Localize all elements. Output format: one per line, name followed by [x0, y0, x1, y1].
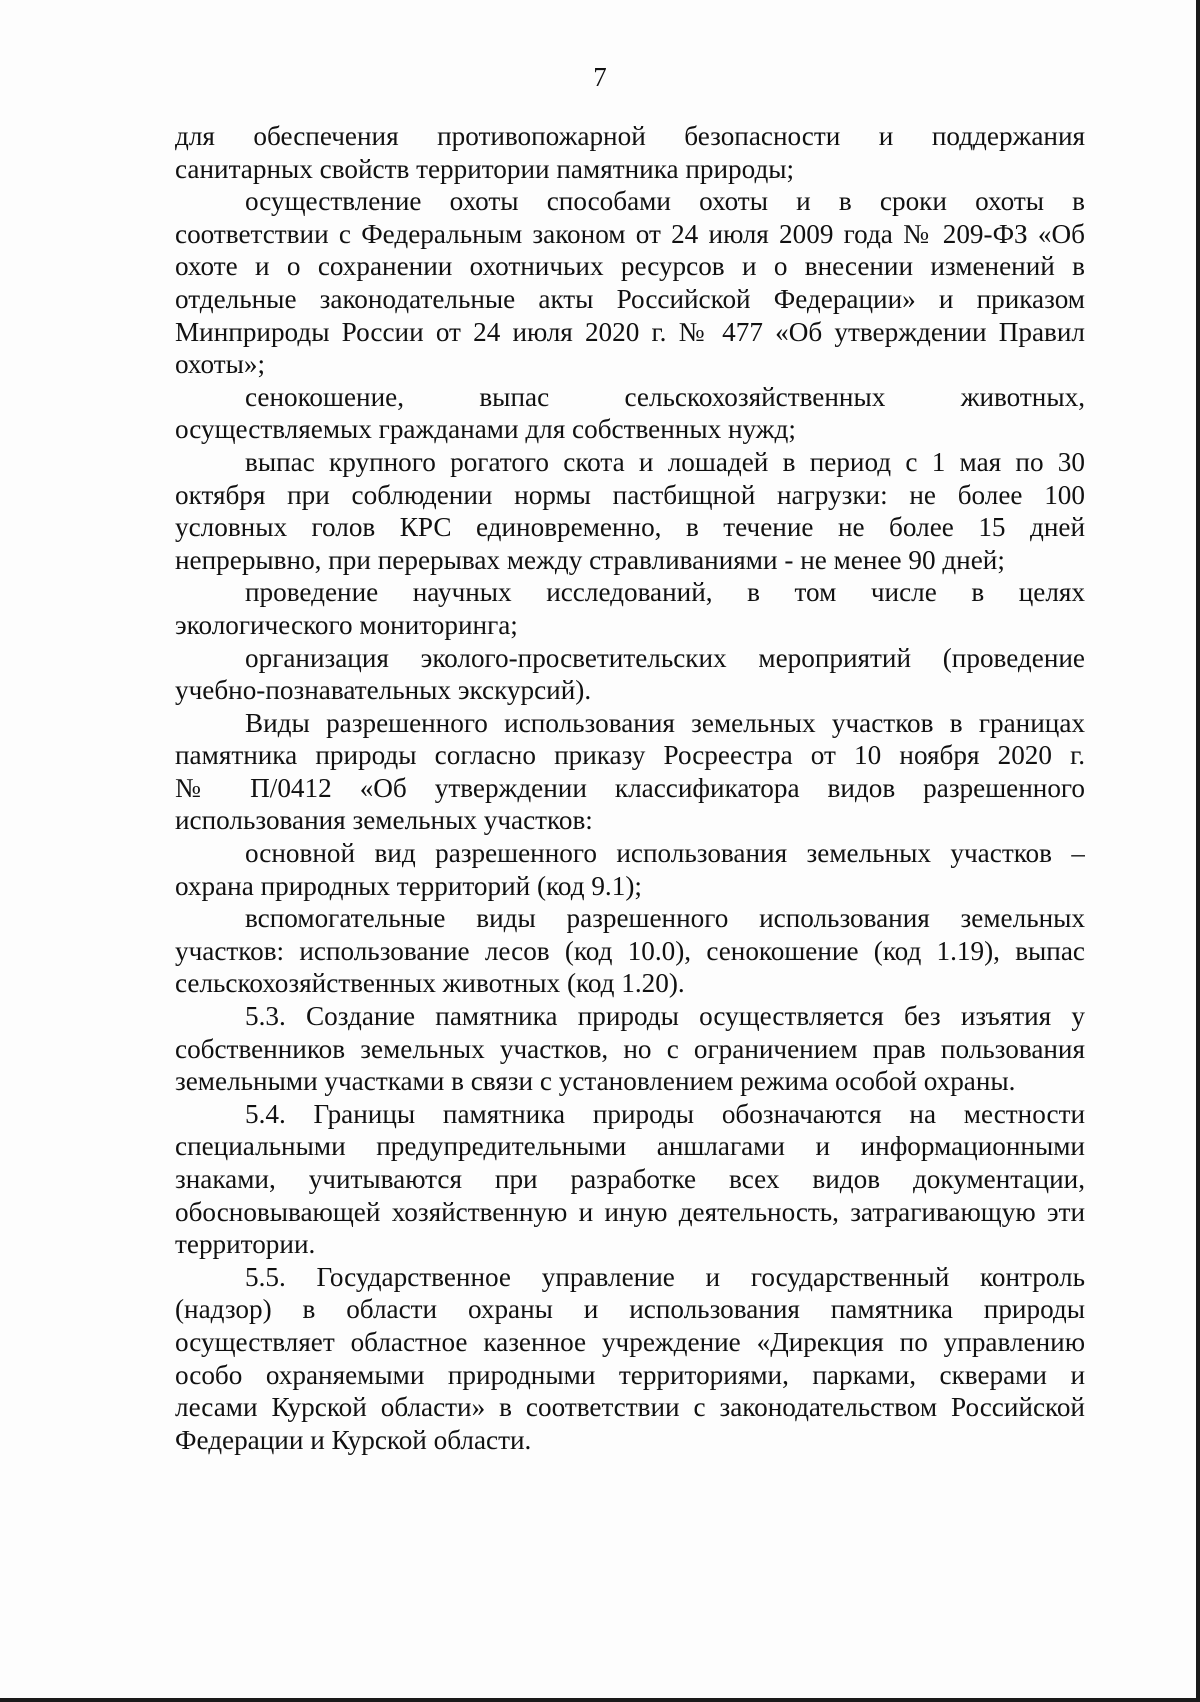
text-line: обосновывающей хозяйственную и иную деятельность, затрагивающую эти: [175, 1196, 1085, 1227]
text-line: осуществляет областное казенное учреждение «Дирекция по управлению: [175, 1326, 1085, 1357]
scan-border-right: [1196, 0, 1200, 1702]
text-line: сельскохозяйственных животных (код 1.20).: [175, 968, 685, 999]
text-line: памятника природы согласно приказу Росреестра от 10 ноября 2020 г.: [175, 740, 1085, 771]
text-line: 5.4. Границы памятника природы обозначаются на местности: [245, 1098, 1085, 1129]
text-line: проведение научных исследований, в том числе в целях: [245, 577, 1085, 608]
text-line: непрерывно, при перерывах между стравливаниями - не менее 90 дней;: [175, 544, 1005, 575]
text-line: земельными участками в связи с установлением режима особой охраны.: [175, 1066, 1016, 1097]
text-line: территории.: [175, 1229, 316, 1260]
text-line: для обеспечения противопожарной безопасности и поддержания: [175, 121, 1085, 151]
text-line: выпас крупного рогатого скота и лошадей в период с 1 мая по 30: [245, 446, 1085, 477]
text-line: соответствии с Федеральным законом от 24 июля 2009 года № 209-ФЗ «Об: [175, 218, 1085, 249]
text-line: участков: использование лесов (код 10.0), сенокошение (код 1.19), выпас: [175, 935, 1085, 966]
text-line: вспомогательные виды разрешенного использования земельных: [245, 903, 1085, 934]
text-line: специальными предупредительными аншлагами и информационными: [175, 1131, 1085, 1162]
text-line: 5.5. Государственное управление и государственный контроль: [245, 1261, 1085, 1292]
text-line: Виды разрешенного использования земельных участков в границах: [245, 707, 1085, 738]
text-line: использования земельных участков:: [175, 805, 593, 836]
body-text: [175, 120, 1085, 1456]
text-line: собственников земельных участков, но с ограничением прав пользования: [175, 1033, 1085, 1064]
scan-border-bottom: [0, 1698, 1200, 1702]
text-line: экологического мониторинга;: [175, 609, 518, 640]
text-line: № П/0412 «Об утверждении классификатора видов разрешенного: [175, 772, 1085, 803]
text-line: лесами Курской области» в соответствии с законодательством Российской: [175, 1392, 1085, 1423]
text-line: октября при соблюдении нормы пастбищной нагрузки: не более 100: [175, 479, 1085, 510]
text-line: Минприроды России от 24 июля 2020 г. № 477 «Об утверждении Правил: [175, 316, 1085, 347]
text-line: санитарных свойств территории памятника природы;: [175, 153, 795, 184]
text-line: основной вид разрешенного использования земельных участков –: [245, 838, 1085, 869]
text-line: условных голов КРС единовременно, в течение не более 15 дней: [175, 512, 1085, 543]
text-line: особо охраняемыми природными территориями, парками, скверами и: [175, 1359, 1085, 1390]
text-line: организация эколого-просветительских мероприятий (проведение: [245, 642, 1085, 673]
text-line: знаками, учитываются при разработке всех видов документации,: [175, 1164, 1085, 1194]
text-line: сенокошение, выпас сельскохозяйственных животных,: [245, 381, 1085, 412]
page-number: 7: [593, 62, 607, 92]
text-line: отдельные законодательные акты Российской Федерации» и приказом: [175, 283, 1085, 314]
text-line: охоты»;: [175, 349, 266, 380]
text-line: охрана природных территорий (код 9.1);: [175, 870, 642, 901]
text-line: осуществляемых гражданами для собственных нужд;: [175, 414, 796, 445]
text-line: 5.3. Создание памятника природы осуществляется без изъятия у: [245, 1001, 1085, 1032]
text-line: учебно-познавательных экскурсий).: [175, 675, 592, 706]
text-line: Федерации и Курской области.: [175, 1424, 532, 1455]
text-line: осуществление охоты способами охоты и в сроки охоты в: [245, 186, 1085, 217]
text-line: (надзор) в области охраны и использования памятника природы: [175, 1294, 1085, 1325]
text-line: охоте и о сохранении охотничьих ресурсов и о внесении изменений в: [175, 251, 1085, 282]
